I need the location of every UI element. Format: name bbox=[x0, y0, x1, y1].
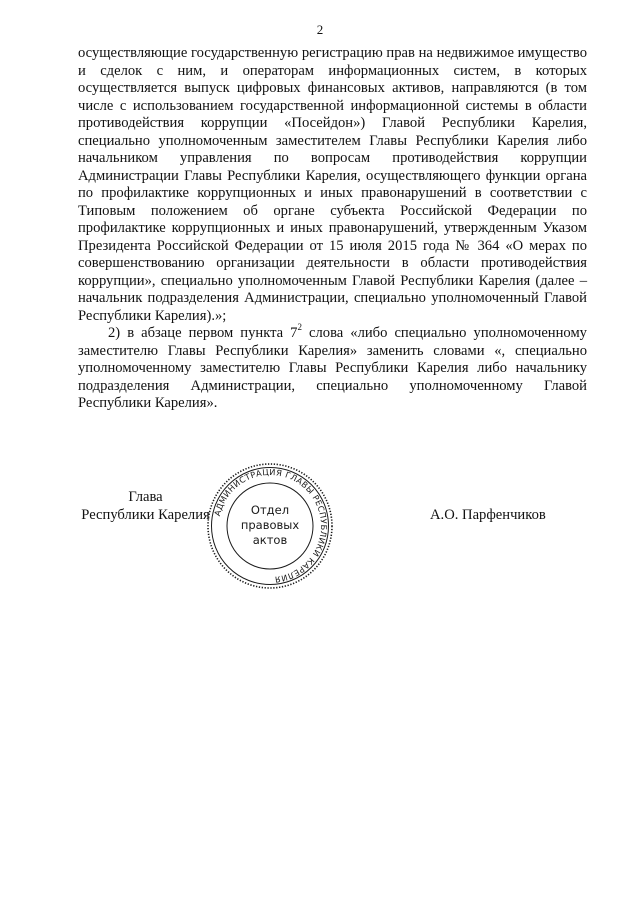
paragraph-amendment-2-text-rest: слова «либо специально уполномоченному заместителю Главы Республики Карелия» заменить словами «, специально уполномоченному заместителю Главы Республики Карелия либо начальнику подразделения Администрации, специально уполномоченному Главой Республики Карелия». bbox=[78, 325, 587, 411]
stamp-seal-graphic bbox=[206, 462, 334, 590]
paragraph-amendment-2 bbox=[78, 322, 587, 413]
paragraph-amendment-2-text: 2) в абзаце первом пункта 7 bbox=[108, 325, 298, 341]
signatory-title bbox=[78, 488, 213, 524]
page-number: 2 bbox=[316, 22, 324, 37]
stamp-center-line3: актов bbox=[252, 533, 288, 547]
stamp-ring-text: АДМИНИСТРАЦИЯ ГЛАВЫ РЕСПУБЛИКИ КАРЕЛИЯ bbox=[212, 466, 330, 585]
signatory-title-line2: Республики Карелия bbox=[81, 507, 210, 523]
paragraph-continuation: осуществляющие государственную регистрацию прав на недвижимое имущество и сделок с ним, и операторам информационных систем, в которых осуществляется выпуск цифровых финансовых активов, направляются (в том числе с использованием государственной информационной системы в области противодействия коррупции «Посейдон») Главой Республики Карелия, специально уполномоченным заместителем Главы Республики Карелия либо начальником управления по вопросам противодействия коррупции Администрации Главы Республики Карелия, осуществляющего функции органа по профилактике коррупционных и иных правонарушений в соответствии с Типовым положением об органе субъекта Российской Федерации по профилактике коррупционных и иных правонарушений, утвержденным Указом Президента Российской Федерации от 15 июля 2015 года № 364 «О мерах по совершенствованию организации деятельности в области противодействия коррупции», специально уполномоченным Главой Республики Карелия (далее – начальник подразделения Администрации, специально уполномоченный Главой Республики Карелия).»; bbox=[78, 45, 587, 324]
paragraph-amendment-2-superscript: 2 bbox=[297, 322, 302, 333]
official-stamp bbox=[206, 462, 334, 590]
stamp-center-line2: правовых bbox=[240, 518, 300, 532]
signatory-title-line1: Глава bbox=[128, 489, 163, 505]
signatory-name: А.О. Парфенчиков bbox=[430, 507, 546, 523]
document-body bbox=[78, 45, 587, 413]
stamp-center-line1: Отдел bbox=[250, 503, 290, 517]
